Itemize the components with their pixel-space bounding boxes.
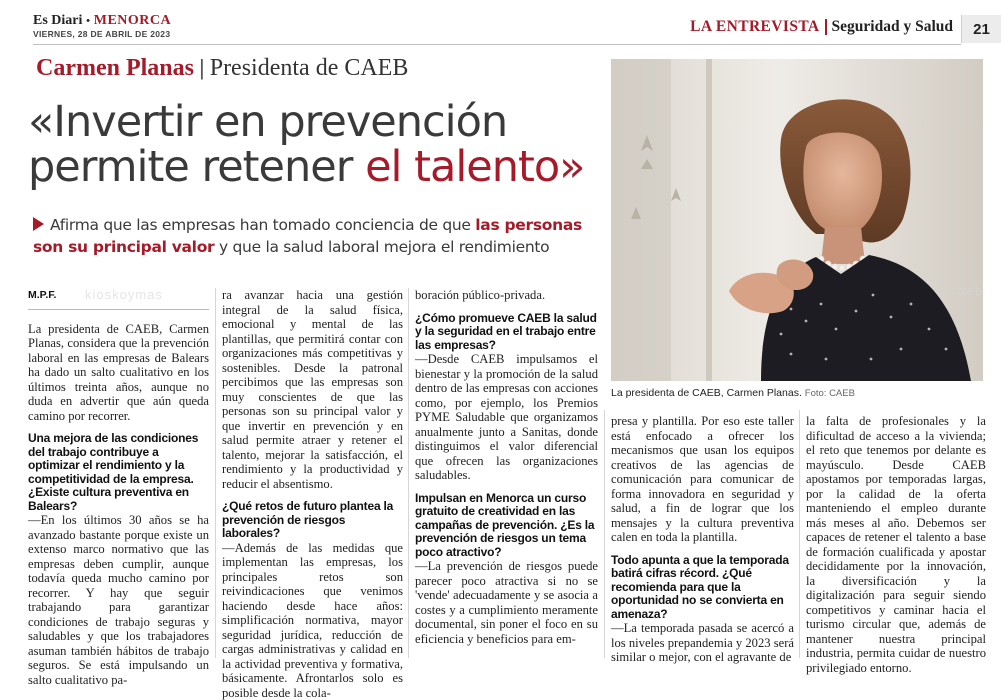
- interviewee-line: [36, 56, 408, 80]
- intro-paragraph: La presidenta de CAEB, Carmen Planas, considera que la prevención laboral en las empresas de Balears ha dado un salto cualitativo en los últimos treinta años, aunque no duda en advertir que aún queda camino por recorrer.: [28, 322, 209, 424]
- photo-watermark: @caeb: [937, 283, 983, 298]
- issue-date: VIERNES, 28 DE ABRIL DE 2023: [33, 30, 171, 39]
- column-divider: [408, 288, 409, 658]
- answer-1: —En los últimos 30 años se ha avanzado bastante porque existe un extenso marco normativo que las empresas deben cumplir, aunque todavía queda mucho camino por recorrer. Y hay que seguir trabajando para garantizar condiciones de trabajo seguras y saludables y que los trabajadores asuman también hábitos de trabajo seguros. Se está impulsando un salto cualitativo pa-: [28, 513, 209, 687]
- answer-2: —Además de las medidas que implementan las empresas, los principales retos son reivindicaciones que venimos haciendo desde hace años: simplificación normativa, mayor seguridad jurídica, reducción de cargas administrativas y calidad en la actividad preventiva y formativa, básicamente. Afrontarlos solo es posible desde la cola-: [222, 541, 403, 700]
- answer-2-continued: boración público-privada.: [415, 288, 598, 303]
- column-divider: [799, 410, 800, 658]
- bullet-separator: •: [83, 15, 92, 27]
- question-3: ¿Cómo promueve CAEB la salud y la seguridad en el trabajo entre las empresas?: [415, 312, 598, 353]
- answer-3: —Desde CAEB impulsamos el bienestar y la promoción de la salud dentro de las empresas con acciones como, por ejemplo, los Premios PYME Saludable que organizamos anualmente junto a Sanitas, donde distinguimos el valor diferencial que ofrecen las organizaciones saludables.: [415, 352, 598, 483]
- column-divider: [215, 288, 216, 658]
- article-column-4: [611, 414, 794, 660]
- triangle-bullet-icon: [33, 217, 44, 231]
- standfirst-text-2: y que la salud laboral mejora el rendimiento: [214, 238, 549, 256]
- article-column-5: [806, 414, 986, 660]
- headline-text: «Invertir en prevención permite retener: [28, 97, 507, 192]
- paper-title: Es Diari: [33, 13, 82, 28]
- answer-1-continued: ra avanzar hacia una gestión integral de la salud física, emocional y mental de las plantillas, que permitirá contar con organizaciones más competitivas y sostenibles. Desde la patronal percibimos que las empresas son muy conscientes de que las personas son su principal valor y que invertir en prevención y en salud permite atraer y retener el talento, mejorar la satisfacción, el rendimiento y la productividad y reducir el absentismo.: [222, 288, 403, 491]
- section-divider: [825, 19, 827, 35]
- standfirst-accent: las personas son su principal valor: [33, 216, 582, 256]
- article-column-1: [28, 288, 209, 660]
- question-4: Impulsan en Menorca un curso gratuito de creatividad en las campañas de prevención. ¿Es la prevención de riesgos un tema poco atractivo?: [415, 492, 598, 560]
- photo-illustration: [611, 59, 983, 381]
- question-2: ¿Qué retos de futuro plantea la prevención de riesgos laborales?: [222, 500, 403, 541]
- header-rule: [33, 44, 961, 45]
- standfirst-text-1: Afirma que las empresas han tomado conciencia de que: [50, 216, 475, 234]
- interviewee-name: Carmen Planas: [36, 55, 194, 81]
- section-header: [690, 15, 1001, 43]
- subsection-title: Seguridad y Salud: [832, 18, 953, 36]
- caption-text: La presidenta de CAEB, Carmen Planas.: [611, 387, 802, 399]
- article-column-3: [415, 288, 598, 660]
- interviewee-role: Presidenta de CAEB: [210, 55, 409, 81]
- headline: [28, 100, 618, 190]
- name-separator: |: [199, 55, 205, 80]
- masthead: [0, 0, 1001, 44]
- paper-name: [33, 14, 171, 28]
- author-rule: [28, 309, 209, 310]
- section-title: LA ENTREVISTA: [690, 18, 819, 36]
- page-number: 21: [961, 15, 1001, 43]
- paper-brand: [33, 14, 171, 39]
- photo-credit: Foto: CAEB: [805, 388, 855, 399]
- standfirst: [33, 214, 603, 258]
- author-byline: M.P.F.: [28, 288, 209, 303]
- watermark: kioskoymas: [85, 287, 163, 302]
- answer-4-continued: presa y plantilla. Por eso este taller está enfocado a ofrecer los mecanismos que usan los equipos creativos de las agencias de comunicación para comunicar de forma innovadora en seguridad y salud, a fin de lograr que los mensajes y la cultura preventiva calen en toda la plantilla.: [611, 414, 794, 545]
- question-5: Todo apunta a que la temporada batirá cifras récord. ¿Qué recomienda para que la oportunidad no se convierta en amenaza?: [611, 554, 794, 622]
- edition-label: MENORCA: [94, 13, 171, 28]
- answer-5: —La temporada pasada se acercó a los niveles prepandemia y 2023 será similar o mejor, con el agravante de: [611, 621, 794, 665]
- article-column-2: [222, 288, 403, 660]
- interview-photo: [611, 59, 983, 381]
- answer-5-continued: la falta de profesionales y la dificultad de acceso a la vivienda; el reto que tenemos por delante es mayúsculo. Desde CAEB apostamos por temporadas largas, por la calidad de la oferta manteniendo el empleo durante más meses al año. Debemos ser capaces de retener el talento a base de formación cualificada y apostar decididamente por la innovación, la diversificación y la digitalización para seguir siendo competitivos y caminar hacia el turismo circular que, además de mantener nuestra principal industria, permita cuidar de nuestro privilegiado entorno.: [806, 414, 986, 675]
- photo-caption: [611, 387, 991, 399]
- answer-4: —La prevención de riesgos puede parecer poco atractiva si no se 'vende' adecuadamente y se asocia a costes y a cumplimiento meramente documental, sin poner el foco en su eficiencia y beneficios para em-: [415, 559, 598, 646]
- question-1: Una mejora de las condiciones del trabajo contribuye a optimizar el rendimiento y la competitividad de la empresa. ¿Existe cultura preventiva en Balears?: [28, 432, 209, 513]
- headline-accent: el talento»: [365, 142, 584, 192]
- column-divider: [604, 410, 605, 658]
